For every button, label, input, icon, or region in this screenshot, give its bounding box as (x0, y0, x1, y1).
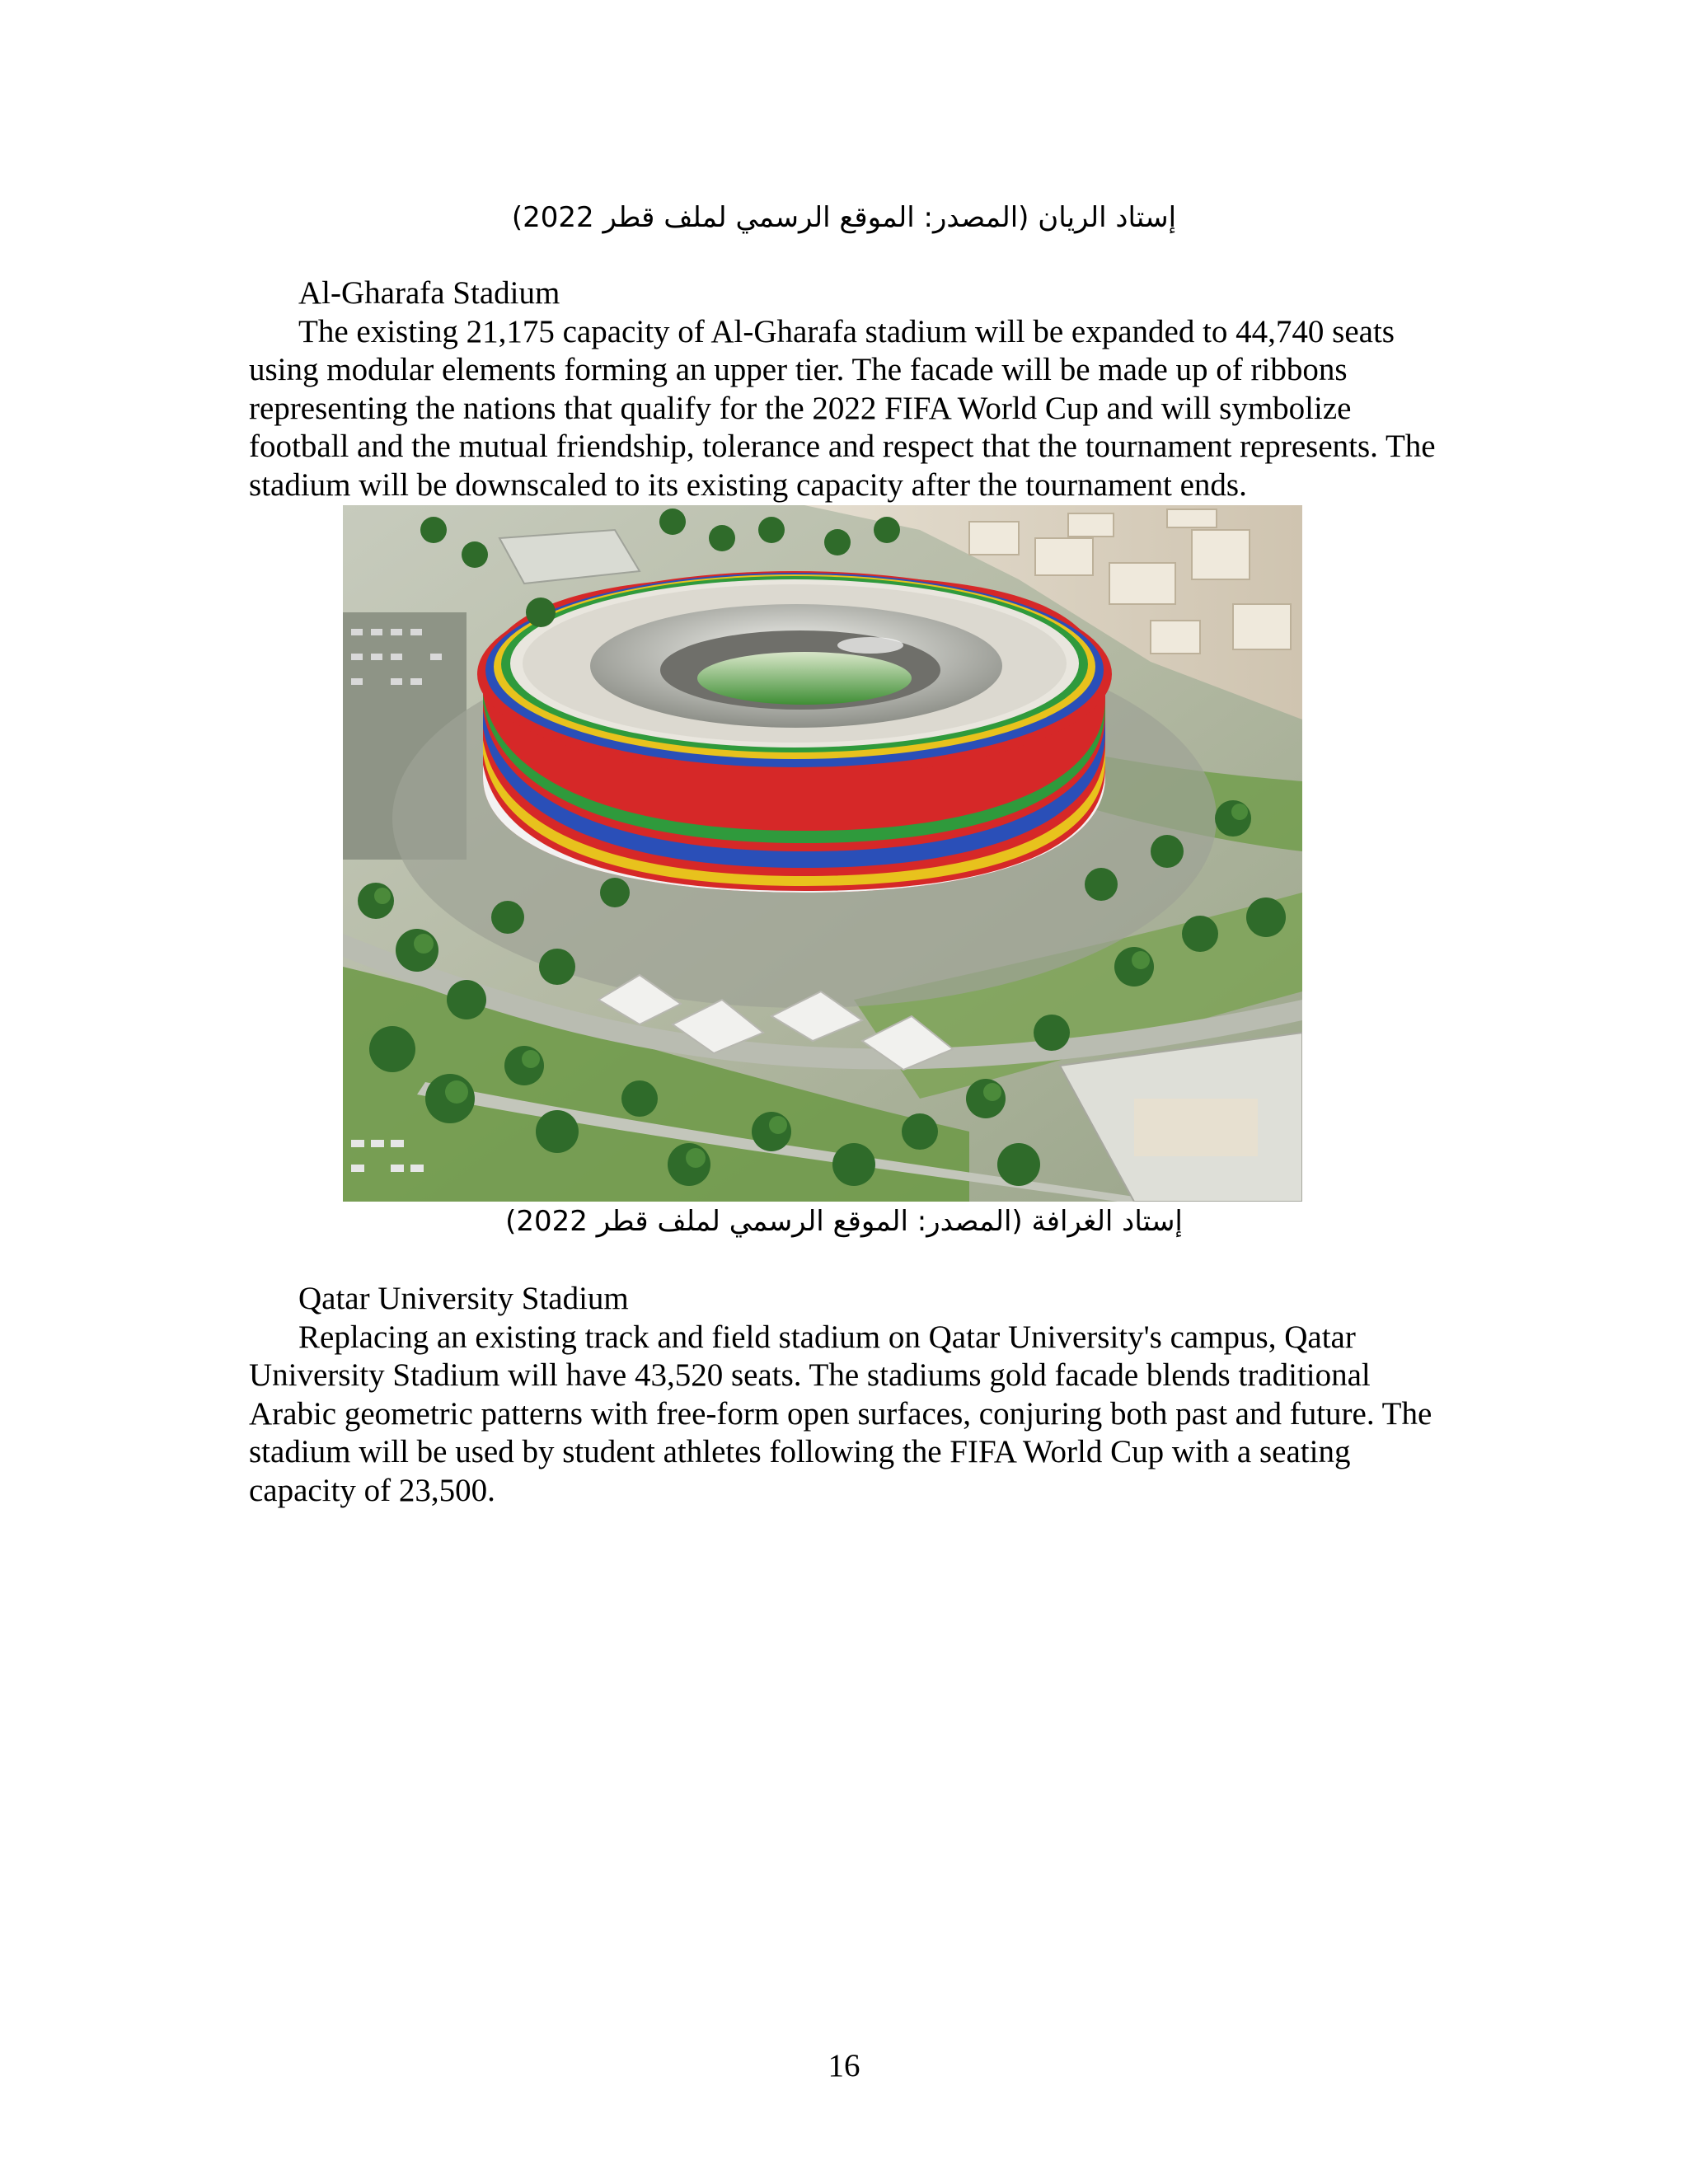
page-number: 16 (828, 2048, 860, 2083)
stadium-rendering-image (343, 505, 1302, 1202)
qatar-university-section (249, 1280, 1452, 1510)
qatar-university-paragraph: Replacing an existing track and field stadium on Qatar University's campus, Qatar University Stadium will have 43,520 seats. The stadiums gold facade blends traditional Arabic geometric patterns with free-form open surfaces, conjuring both past and future. The stadium will be used by student athletes following the FIFA World Cup with a seating capacity of 23,500. (249, 1319, 1432, 1508)
qatar-university-heading: Qatar University Stadium (298, 1281, 629, 1316)
al-rayyan-figure-caption: إستاد الريان (المصدر: الموقع الرسمي لملف قطر 2022) (511, 201, 1177, 234)
al-gharafa-heading: Al-Gharafa Stadium (298, 275, 560, 311)
al-gharafa-section (249, 274, 1452, 504)
al-gharafa-figure-caption: إستاد الغرافة (المصدر: الموقع الرسمي لملف قطر 2022) (505, 1205, 1183, 1238)
al-gharafa-paragraph: The existing 21,175 capacity of Al-Gharafa stadium will be expanded to 44,740 seats using modular elements forming an upper tier. The facade will be made up of ribbons representing the nations that qualify for the 2022 FIFA World Cup and will symbolize football and the mutual friendship, tolerance and respect that the tournament represents. The stadium will be downscaled to its existing capacity after the tournament ends. (249, 313, 1436, 503)
